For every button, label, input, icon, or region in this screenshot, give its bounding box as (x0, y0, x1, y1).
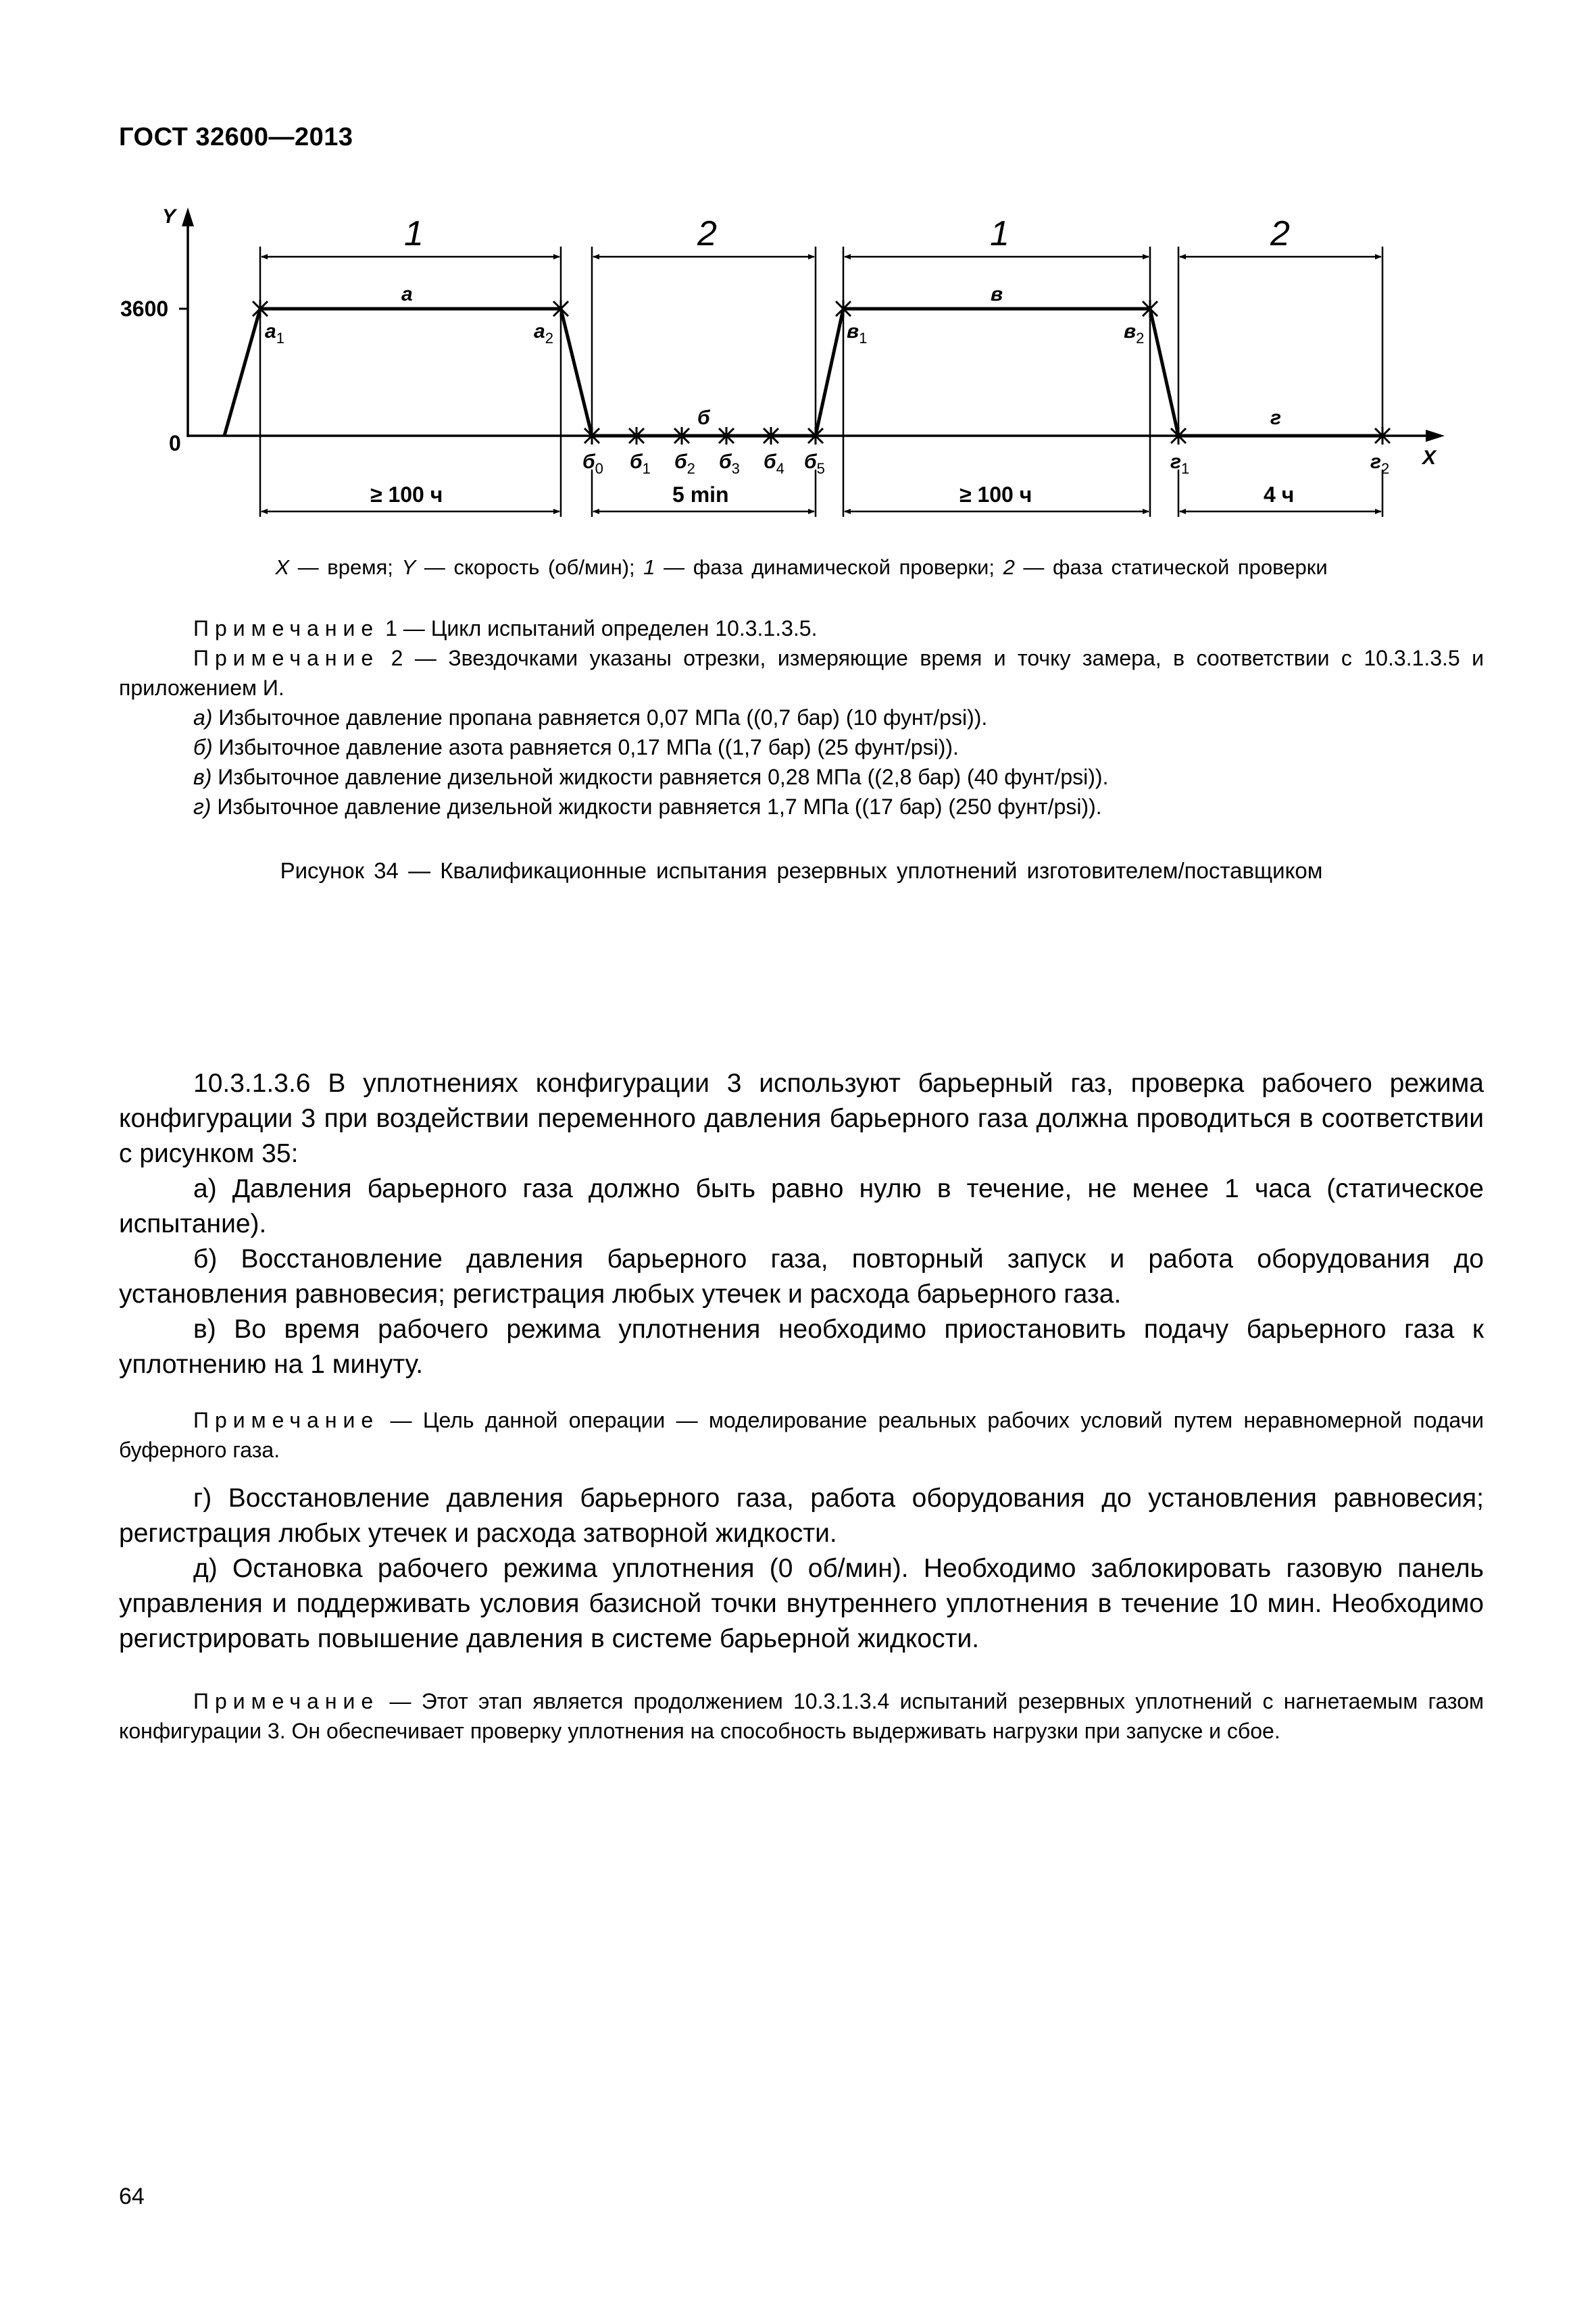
figure-caption: Рисунок 34 — Квалификационные испытания резервных уплотнений изготовителем/поставщиком (280, 858, 1323, 883)
legend-1-text: — фаза динамической проверки; (655, 555, 1003, 579)
note-2: Примечание 2 — Звездочками указаны отрезки, измеряющие время и точку замера, в соответствии с 10.3.1.3.5 и приложением И. (119, 646, 1484, 700)
x-axis-arrow (1426, 430, 1445, 442)
legend-1-symbol: 1 (643, 555, 655, 579)
body-section-2 (119, 1481, 1484, 1657)
body-paragraph-6: д) Остановка рабочего режима уплотнения (0 об/мин). Необходимо заблокировать газовую панель управления и поддерживать условия базисной точки внутреннего уплотнения в течение 10 мин. Необходимо регистрировать повышение давления в системе барьерной жидкости. (119, 1554, 1484, 1653)
body-paragraph-1: 10.3.1.3.6 В уплотнениях конфигурации 3 используют барьерный газ, проверка рабочего режима конфигурации 3 при воздействии переменного давления барьерного газа должна проводиться в соответствии с рисунком 35: (119, 1069, 1484, 1168)
point-label-b0: б0 (582, 451, 603, 477)
legend-y-symbol: Y (401, 555, 416, 579)
legend-2-text: — фаза статической проверки (1014, 555, 1328, 579)
body-paragraph-3: б) Восстановление давления барьерного газа, повторный запуск и работа оборудования до установления равновесия; регистрация любых утечек и расхода барьерного газа. (119, 1244, 1484, 1309)
point-label-v1: в1 (847, 320, 868, 347)
legend-y-text: — скорость (об/мин); (416, 555, 644, 579)
speed-profile-line (224, 309, 1382, 436)
figure-legend (119, 555, 1484, 580)
figure-notes (119, 613, 1484, 822)
segment-label-b: б (697, 407, 710, 429)
point-label-g2: г2 (1370, 451, 1390, 477)
document-header: ГОСТ 32600—2013 (119, 123, 353, 151)
note-item-g: г) Избыточное давление дизельной жидкости равняется 1,7 МПа ((17 бар) (250 фунт/psi)). (193, 795, 1102, 819)
duration-label-2: 5 min (672, 482, 729, 507)
legend-x-symbol: X (275, 555, 290, 579)
point-label-a1: а1 (265, 320, 284, 347)
point-label-b5: б5 (804, 451, 825, 477)
y-tick-3600: 3600 (120, 297, 169, 321)
y-axis-arrow (182, 207, 194, 226)
point-label-a2: а2 (534, 320, 553, 347)
y-axis-label: Y (162, 205, 176, 228)
duration-label-3: ≥ 100 ч (959, 482, 1032, 507)
phase-label-1: 1 (404, 214, 424, 253)
legend-2-symbol: 2 (1003, 555, 1015, 579)
test-cycle-diagram (115, 199, 1487, 517)
note-1: Примечание 1 — Цикл испытаний определен 10.3.1.3.5. (193, 616, 818, 640)
note-item-b: б) Избыточное давление азота равняется 0,17 МПа ((1,7 бар) (25 фунт/psi)). (193, 735, 959, 759)
segment-label-a: а (401, 283, 413, 305)
y-tick-0: 0 (169, 431, 181, 455)
point-label-b3: б3 (719, 451, 740, 477)
page-number: 64 (119, 2184, 145, 2209)
point-label-b4: б4 (764, 451, 784, 477)
legend-x-text: — время; (289, 555, 402, 579)
point-label-g1: г1 (1170, 451, 1190, 477)
duration-label-4: 4 ч (1264, 482, 1295, 507)
x-axis-label: X (1422, 447, 1437, 469)
duration-label-1: ≥ 100 ч (370, 482, 443, 507)
body-paragraph-2: а) Давления барьерного газа должно быть равно нулю в течение, не менее 1 часа (статическое испытание). (119, 1174, 1484, 1238)
point-label-b2: б2 (674, 451, 695, 477)
point-label-b1: б1 (630, 451, 651, 477)
body-paragraph-5: г) Восстановление давления барьерного газа, работа оборудования до установления равновесия; регистрация любых утечек и расхода затворной жидкости. (119, 1484, 1484, 1548)
point-label-v2: в2 (1124, 320, 1145, 347)
segment-label-v: в (991, 283, 1003, 305)
phase-label-2: 2 (697, 214, 717, 253)
segment-label-g: г (1270, 407, 1282, 429)
body-note-2: Примечание — Этот этап является продолжением 10.3.1.3.4 испытаний резервных уплотнений с нагнетаемым газом конфигурации 3. Он обеспечивает проверку уплотнения на способность выдерживать нагрузки при запуске и сбое. (119, 1689, 1484, 1743)
phase-label-3: 1 (990, 214, 1009, 253)
body-note-1: Примечание — Цель данной операции — моделирование реальных рабочих условий путем неравномерной подачи буферного газа. (119, 1408, 1484, 1462)
body-paragraph-4: в) Во время рабочего режима уплотнения необходимо приостановить подачу барьерного газа к уплотнению на 1 минуту. (119, 1315, 1484, 1379)
phase-label-4: 2 (1270, 214, 1290, 253)
measurement-asterisks (253, 300, 1390, 445)
note-item-v: в) Избыточное давление дизельной жидкости равняется 0,28 МПа ((2,8 бар) (40 фунт/psi)). (193, 765, 1109, 789)
body-section-1 (119, 1066, 1484, 1382)
note-item-a: а) Избыточное давление пропана равняется 0,07 МПа ((0,7 бар) (10 фунт/psi)). (193, 705, 988, 730)
